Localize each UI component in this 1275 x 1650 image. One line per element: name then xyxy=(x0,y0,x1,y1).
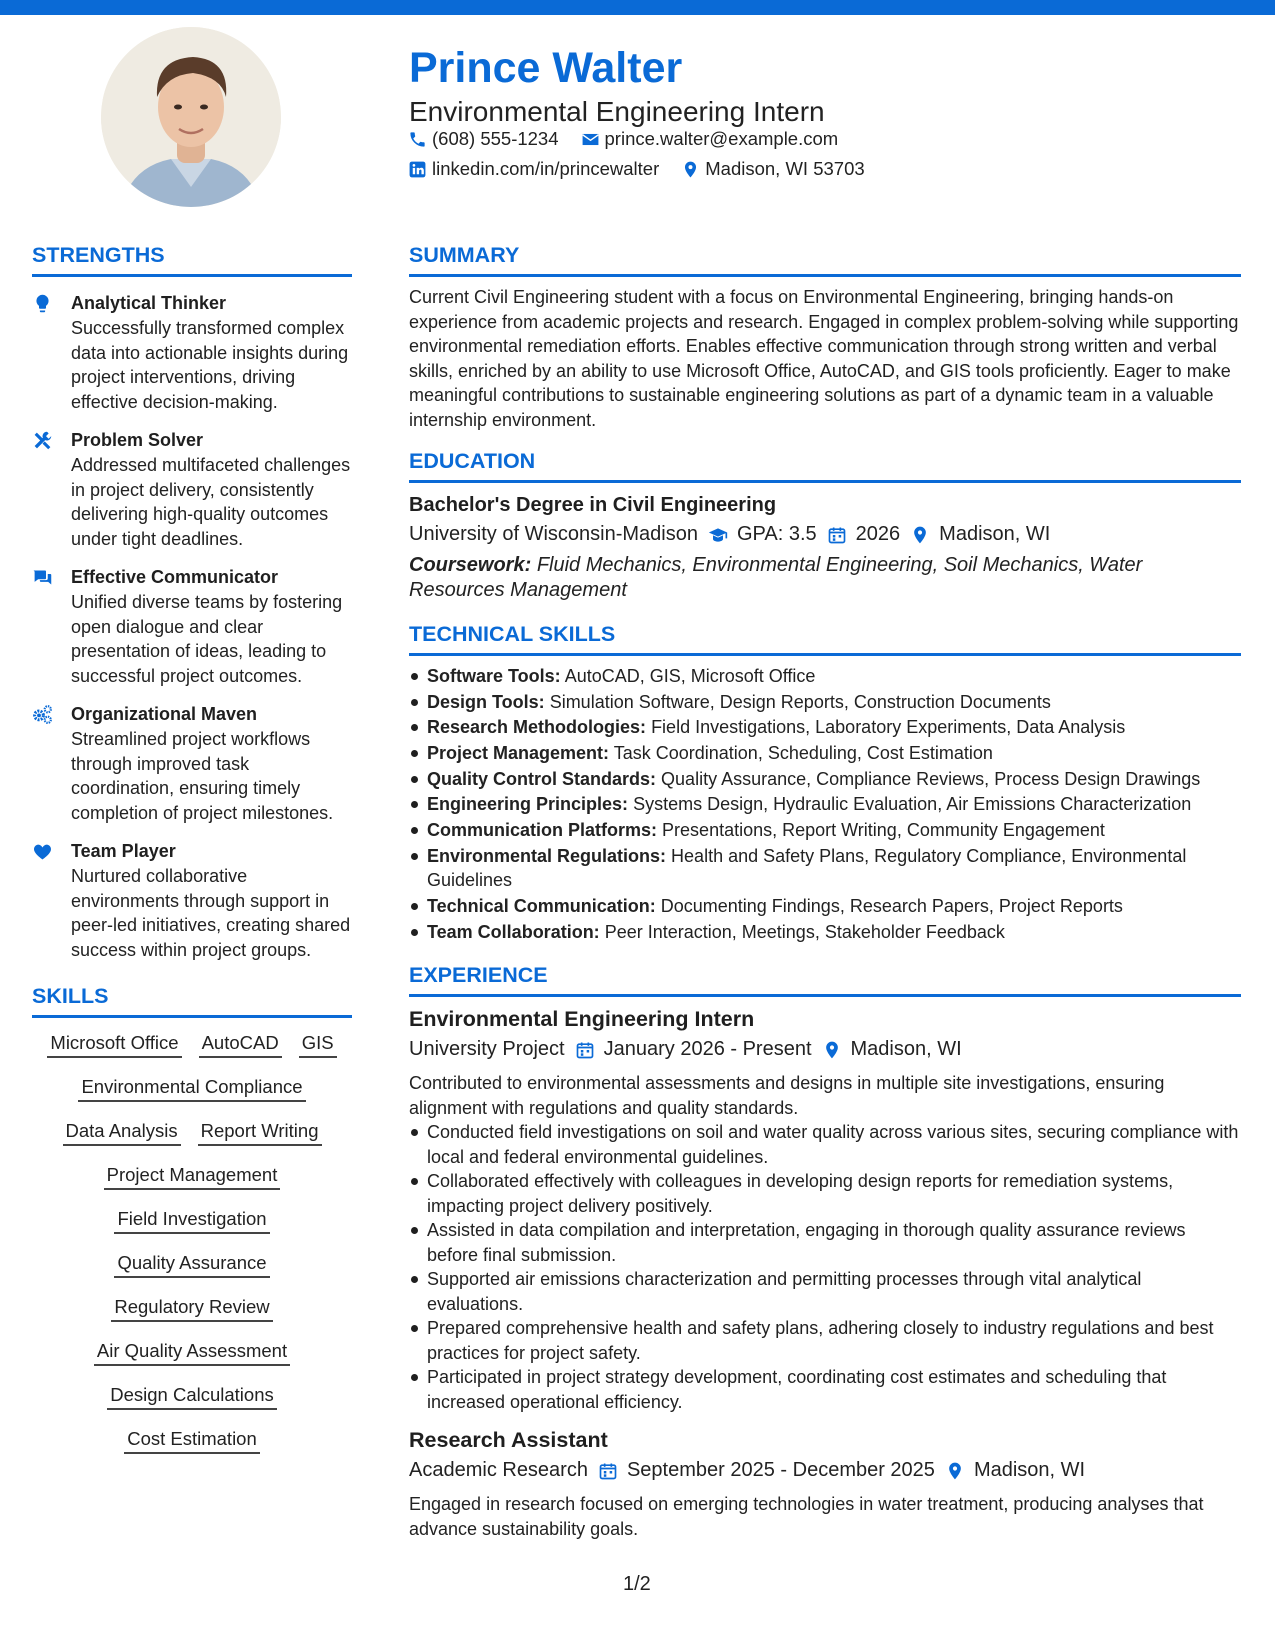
contact-row-1 xyxy=(408,127,838,151)
job-location: Madison, WI xyxy=(850,1038,962,1061)
list-item: Team Collaboration: Peer Interaction, Meetings, Stakeholder Feedback xyxy=(409,920,1241,945)
list-item: Software Tools: AutoCAD, GIS, Microsoft Office xyxy=(409,664,1241,689)
job-dates: January 2026 - Present xyxy=(603,1038,812,1061)
strength-description: Nurtured collaborative environments through support in peer-led initiatives, creating shared success within project groups. xyxy=(71,866,351,960)
job-org: University Project xyxy=(409,1038,565,1061)
strength-title: Analytical Thinker xyxy=(71,293,227,313)
section-divider xyxy=(409,274,1241,277)
list-item: Project Management: Task Coordination, Scheduling, Cost Estimation xyxy=(409,741,1241,766)
job-dates: September 2025 - December 2025 xyxy=(626,1459,935,1482)
calendar-icon xyxy=(575,1040,595,1060)
strength-item xyxy=(32,565,352,688)
list-item: Prepared comprehensive health and safety plans, adhering closely to industry regulations and best practices for project safety. xyxy=(409,1316,1241,1365)
education-location: Madison, WI xyxy=(939,523,1051,545)
skill-chip: Microsoft Office xyxy=(47,1030,181,1058)
job-meta xyxy=(409,1036,1241,1063)
heart-icon xyxy=(32,841,53,862)
skill-chip: GIS xyxy=(299,1030,337,1058)
school-name: University of Wisconsin-Madison xyxy=(409,523,698,545)
skill-chip: Field Investigation xyxy=(114,1206,269,1234)
map-pin-icon xyxy=(681,160,700,179)
job-title: Research Assistant xyxy=(409,1428,608,1453)
list-item: Environmental Regulations: Health and Safety Plans, Regulatory Compliance, Environmental Guidelines xyxy=(409,844,1241,893)
skill-chip: Cost Estimation xyxy=(124,1426,260,1454)
strength-title: Organizational Maven xyxy=(71,704,258,724)
section-divider xyxy=(32,1015,352,1018)
technical-skills-list xyxy=(409,664,1241,944)
strength-description: Successfully transformed complex data into actionable insights during project interventions, driving effective decision-making. xyxy=(71,318,349,412)
section-divider xyxy=(409,480,1241,483)
top-accent-bar xyxy=(0,0,1275,15)
page-number: 1/2 xyxy=(623,1573,651,1595)
gears-icon xyxy=(32,704,53,725)
skill-chip: Project Management xyxy=(104,1162,281,1190)
phone-icon xyxy=(408,130,427,149)
contact-linkedin[interactable] xyxy=(408,157,659,181)
education-meta xyxy=(409,521,1241,548)
skill-chip: Air Quality Assessment xyxy=(94,1338,290,1366)
list-item: Quality Control Standards: Quality Assurance, Compliance Reviews, Process Design Drawings xyxy=(409,767,1241,792)
envelope-icon xyxy=(581,130,600,149)
skill-chip: Quality Assurance xyxy=(114,1250,269,1278)
skill-chip: Environmental Compliance xyxy=(78,1074,305,1102)
section-divider xyxy=(409,994,1241,997)
technical-skills-title: TECHNICAL SKILLS xyxy=(409,622,616,646)
job-title: Environmental Engineering Intern xyxy=(409,1007,755,1032)
contact-location xyxy=(681,157,864,181)
job-org: Academic Research xyxy=(409,1459,588,1482)
list-item: Assisted in data compilation and interpretation, engaging in thorough quality assurance reviews before final submission. xyxy=(409,1218,1241,1267)
job-meta xyxy=(409,1457,1241,1484)
job-location: Madison, WI xyxy=(973,1459,1086,1482)
list-item: Research Methodologies: Field Investigations, Laboratory Experiments, Data Analysis xyxy=(409,715,1241,740)
list-item: Supported air emissions characterization and permitting processes through vital analytical evaluations. xyxy=(409,1267,1241,1316)
candidate-name: Prince Walter xyxy=(409,44,683,92)
left-column xyxy=(32,241,352,1470)
list-item: Design Tools: Simulation Software, Design Reports, Construction Documents xyxy=(409,690,1241,715)
graduation-year: 2026 xyxy=(855,523,901,545)
skill-chip: Design Calculations xyxy=(107,1382,277,1410)
strength-description: Streamlined project workflows through improved task coordination, ensuring timely completion of project milestones. xyxy=(71,729,334,823)
coursework xyxy=(409,553,1241,602)
strength-description: Addressed multifaceted challenges in project delivery, consistently delivering high-quality outcomes under tight deadlines. xyxy=(71,455,351,549)
job-description: Engaged in research focused on emerging technologies in water treatment, producing analyses that advance sustainability goals. xyxy=(409,1494,1204,1539)
skills-title: SKILLS xyxy=(32,984,109,1008)
degree-title: Bachelor's Degree in Civil Engineering xyxy=(409,494,777,516)
linkedin-icon xyxy=(408,160,427,179)
skill-chip: Report Writing xyxy=(198,1118,322,1146)
strengths-title: STRENGTHS xyxy=(32,243,165,267)
linkedin-text: linkedin.com/in/princewalter xyxy=(432,158,660,179)
strength-description: Unified diverse teams by fostering open dialogue and clear presentation of ideas, leading to successful project outcomes. xyxy=(71,592,343,686)
coursework-label: Coursework: xyxy=(409,554,532,576)
strength-item xyxy=(32,702,352,825)
map-pin-icon xyxy=(910,525,930,545)
list-item: Engineering Principles: Systems Design, Hydraulic Evaluation, Air Emissions Characterization xyxy=(409,792,1241,817)
list-item: Communication Platforms: Presentations, Report Writing, Community Engagement xyxy=(409,818,1241,843)
job-description: Contributed to environmental assessments and designs in multiple site investigations, ensuring alignment with regulations and quality standards. xyxy=(409,1073,1165,1118)
strength-title: Team Player xyxy=(71,841,176,861)
lightbulb-icon xyxy=(32,293,53,314)
contact-phone[interactable] xyxy=(408,127,559,151)
location-text: Madison, WI 53703 xyxy=(705,158,865,179)
list-item: Collaborated effectively with colleagues in developing design reports for remediation systems, impacting project delivery positively. xyxy=(409,1169,1241,1218)
summary-title: SUMMARY xyxy=(409,243,520,267)
email-text: prince.walter@example.com xyxy=(604,128,839,149)
strength-item xyxy=(32,839,352,962)
skill-chip: Data Analysis xyxy=(63,1118,181,1146)
section-divider xyxy=(32,274,352,277)
map-pin-icon xyxy=(945,1461,965,1481)
contact-row-2 xyxy=(408,157,865,181)
phone-text: (608) 555-1234 xyxy=(432,128,559,149)
candidate-headline: Environmental Engineering Intern xyxy=(409,96,825,127)
gpa-text: GPA: 3.5 xyxy=(736,523,817,545)
contact-email[interactable] xyxy=(581,127,839,151)
tools-icon xyxy=(32,430,53,451)
summary-text: Current Civil Engineering student with a focus on Environmental Engineering, bringing hands-on experience from academic projects and research. Engaged in complex problem-solving while supporting environmental remediation efforts. Enables effective communication through strong written and verbal skills, enriched by an ability to use Microsoft Office, AutoCAD, and GIS tools proficiently. Eager to make meaningful contributions to sustainable engineering solutions as part of a dynamic team in a valuable internship environment. xyxy=(409,287,1239,430)
chat-bubbles-icon xyxy=(32,567,53,588)
skill-chip: Regulatory Review xyxy=(111,1294,272,1322)
education-title: EDUCATION xyxy=(409,449,536,473)
right-column xyxy=(409,241,1241,1541)
coursework-list: Fluid Mechanics, Environmental Engineering, Soil Mechanics, Water Resources Management xyxy=(409,554,1143,601)
job-bullets xyxy=(409,1120,1241,1414)
profile-photo xyxy=(101,27,281,207)
list-item: Participated in project strategy development, coordinating cost estimates and scheduling that increased operational efficiency. xyxy=(409,1365,1241,1414)
experience-title: EXPERIENCE xyxy=(409,963,548,988)
calendar-icon xyxy=(827,525,847,545)
list-item: Conducted field investigations on soil and water quality across various sites, securing compliance with local and federal environmental guidelines. xyxy=(409,1120,1241,1169)
strength-title: Problem Solver xyxy=(71,430,204,450)
list-item: Technical Communication: Documenting Findings, Research Papers, Project Reports xyxy=(409,894,1241,919)
skills-cloud xyxy=(32,1030,352,1470)
skill-chip: AutoCAD xyxy=(199,1030,282,1058)
calendar-icon xyxy=(598,1461,618,1481)
strength-item xyxy=(32,428,352,551)
section-divider xyxy=(409,653,1241,656)
strength-item xyxy=(32,291,352,414)
strength-title: Effective Communicator xyxy=(71,567,279,587)
map-pin-icon xyxy=(822,1040,842,1060)
graduation-cap-icon xyxy=(708,525,728,545)
